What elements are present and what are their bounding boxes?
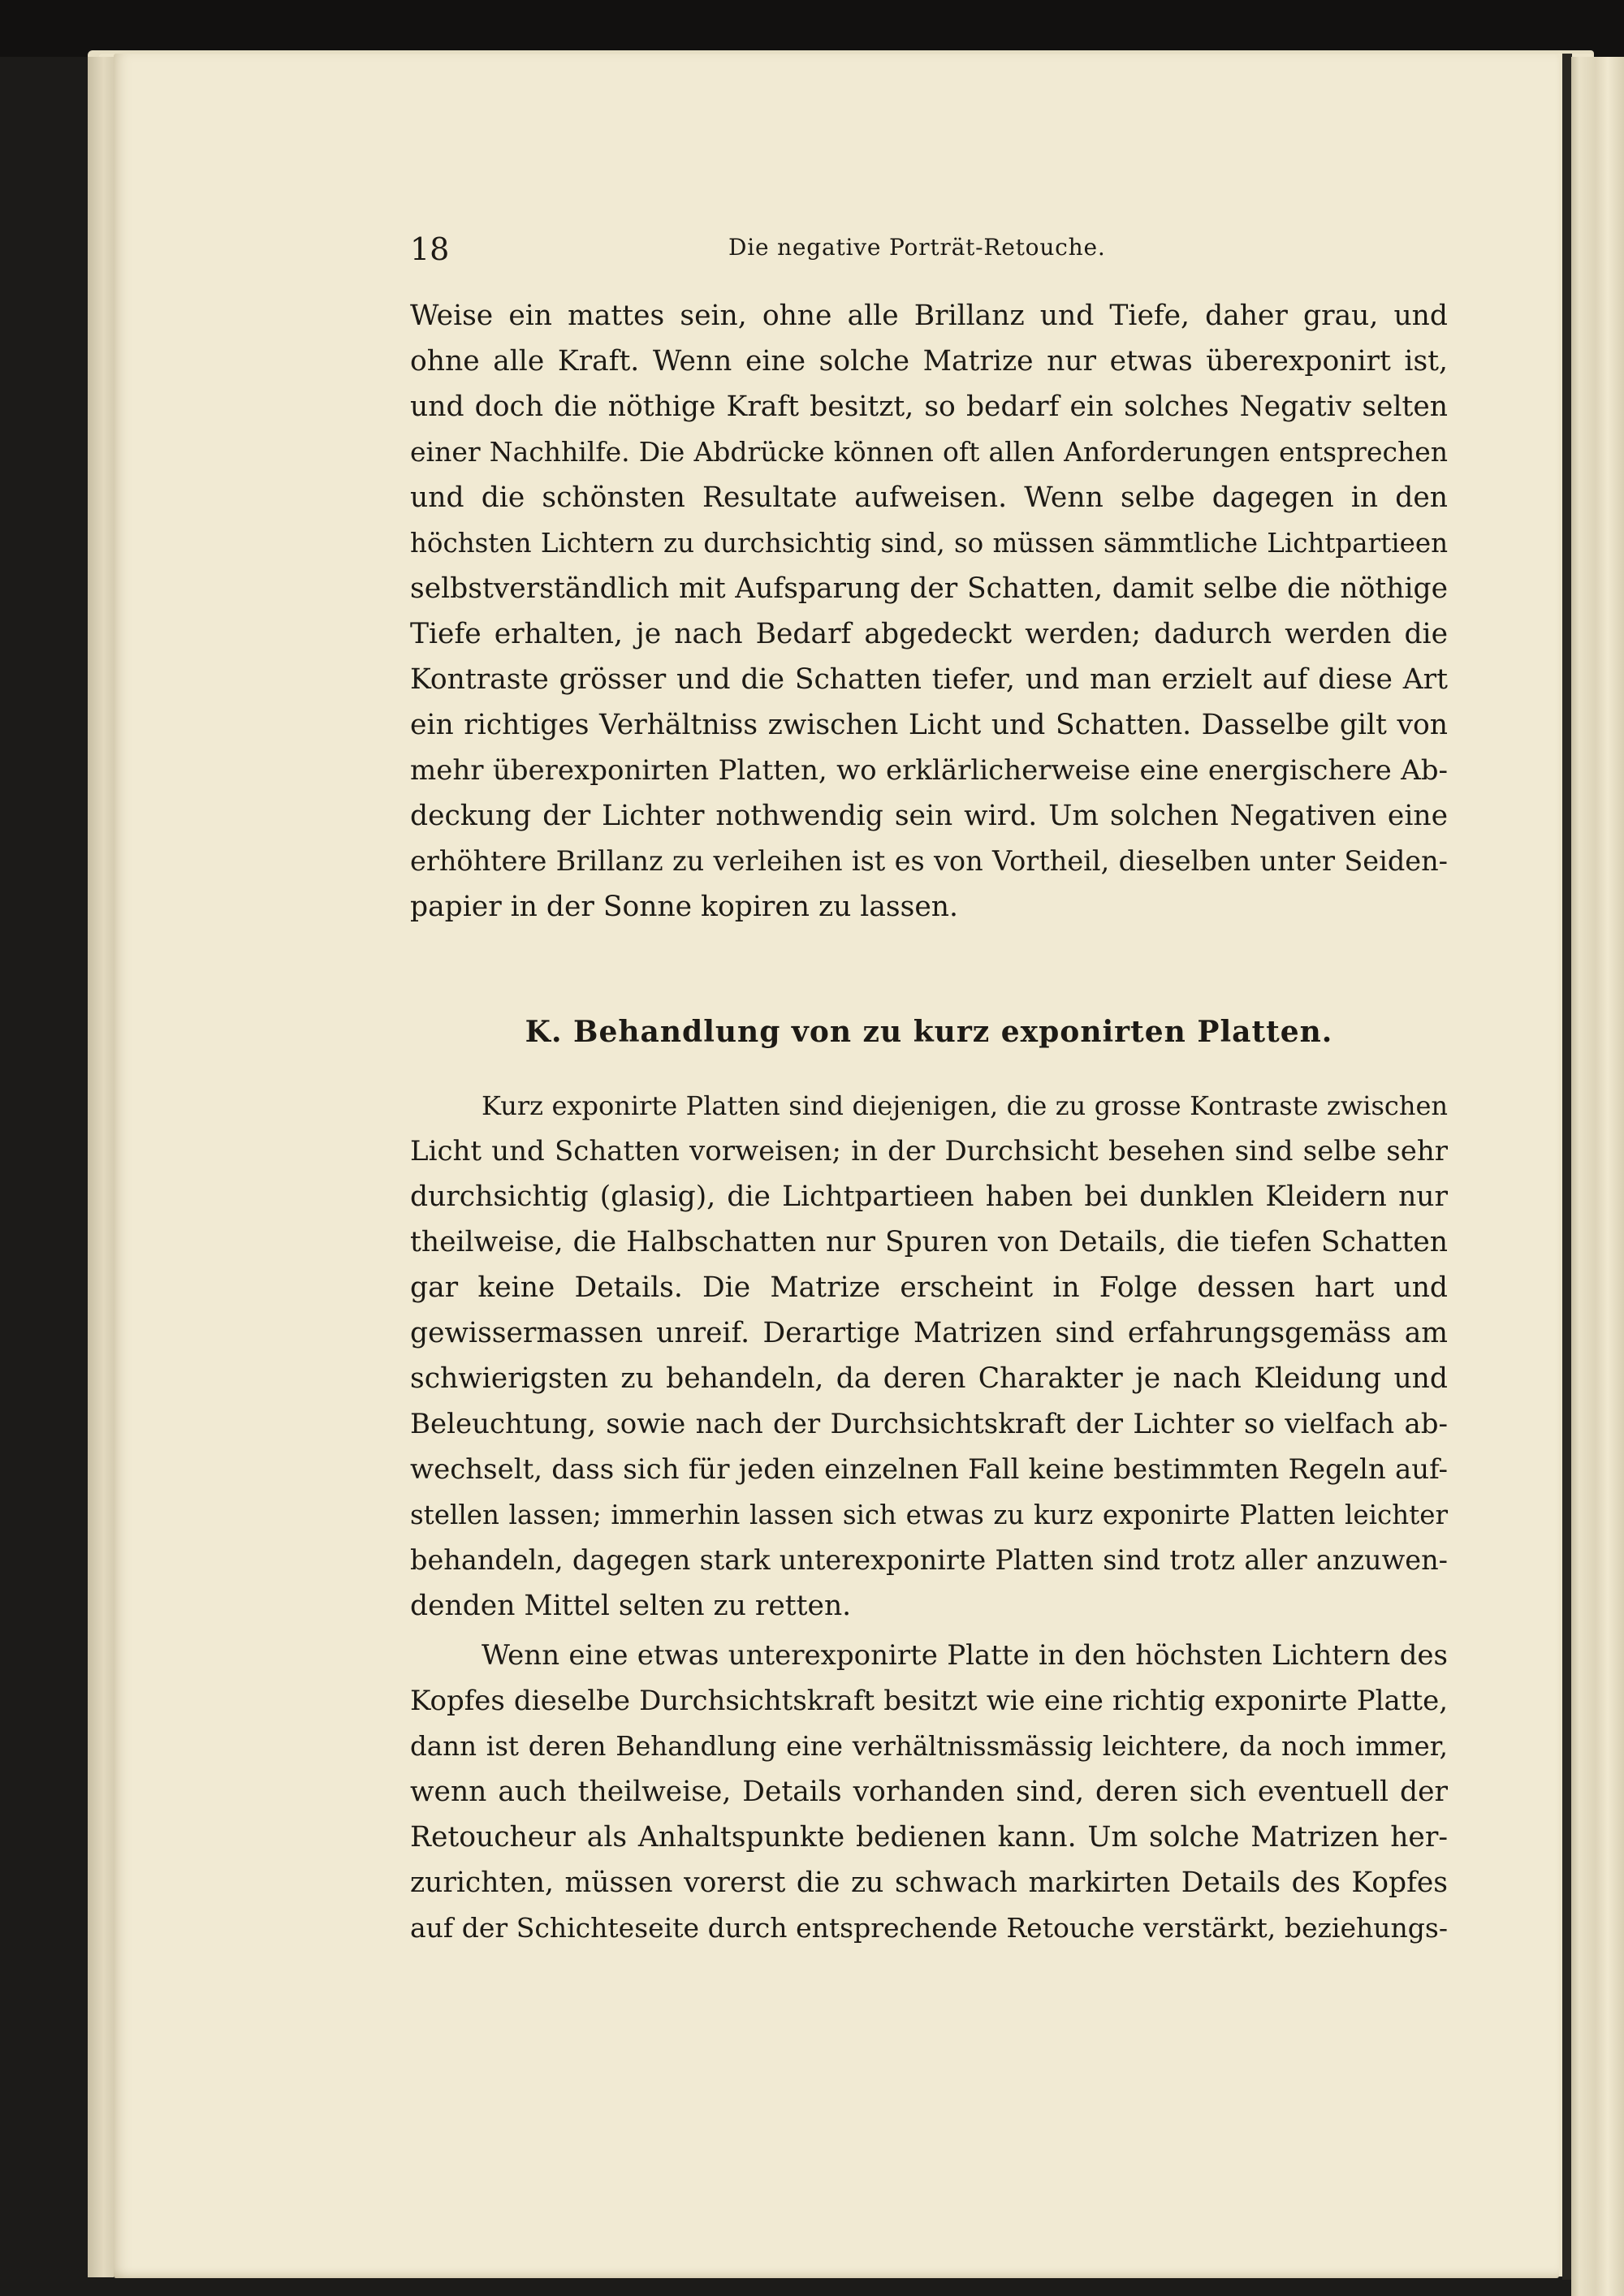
text-line: Retoucheur als Anhaltspunkte bedienen kann. Um solche Matrizen her- [410, 1821, 1448, 1854]
text-line: ein richtiges Verhältniss zwischen Licht und Schatten. Dasselbe gilt von [410, 709, 1448, 741]
section-heading: K. Behandlung von zu kurz exponirten Platten. [525, 1015, 1333, 1049]
running-header [410, 231, 1448, 272]
page-number: 18 [410, 231, 450, 267]
scan-backdrop [0, 0, 1624, 57]
text-line: gewissermassen unreif. Derartige Matrizen sind erfahrungsgemäss am [410, 1317, 1448, 1349]
text-line: erhöhtere Brillanz zu verleihen ist es von Vortheil, dieselben unter Seiden- [410, 845, 1448, 877]
text-line: Kopfes dieselbe Durchsichtskraft besitzt wie eine richtig exponirte Platte, [410, 1685, 1448, 1717]
text-line: mehr überexponirten Platten, wo erklärlicherweise eine energischere Ab- [410, 754, 1448, 787]
text-line: wechselt, dass sich für jeden einzelnen Fall keine bestimmten Regeln auf- [410, 1453, 1448, 1486]
text-line: wenn auch theilweise, Details vorhanden sind, deren sich eventuell der [410, 1776, 1448, 1808]
text-line: denden Mittel selten zu retten. [410, 1590, 852, 1622]
text-line: durchsichtig (glasig), die Lichtpartieen haben bei dunklen Kleidern nur [410, 1180, 1448, 1213]
text-line: ohne alle Kraft. Wenn eine solche Matrize nur etwas überexponirt ist, [410, 345, 1448, 378]
text-line: deckung der Lichter nothwendig sein wird. Um solchen Negativen eine [410, 800, 1448, 832]
text-line: Wenn eine etwas unterexponirte Platte in den höchsten Lichtern des [482, 1639, 1448, 1672]
text-line: und die schönsten Resultate aufweisen. Wenn selbe dagegen in den [410, 481, 1448, 514]
text-line: Kurz exponirte Platten sind diejenigen, die zu grosse Kontraste zwischen [482, 1090, 1448, 1121]
text-line: stellen lassen; immerhin lassen sich etwas zu kurz exponirte Platten leichter [410, 1500, 1448, 1530]
text-line: zurichten, müssen vorerst die zu schwach markirten Details des Kopfes [410, 1867, 1448, 1899]
next-page-edge [1571, 57, 1624, 2296]
text-line: schwierigsten zu behandeln, da deren Charakter je nach Kleidung und [410, 1362, 1448, 1395]
text-line: und doch die nöthige Kraft besitzt, so bedarf ein solches Negativ selten [410, 391, 1448, 423]
text-line: behandeln, dagegen stark unterexponirte Platten sind trotz aller anzuwen- [410, 1544, 1448, 1576]
text-line: theilweise, die Halbschatten nur Spuren von Details, die tiefen Schatten [410, 1226, 1448, 1258]
text-line: Weise ein mattes sein, ohne alle Brillanz und Tiefe, daher grau, und [410, 300, 1448, 332]
text-line: dann ist deren Behandlung eine verhältnissmässig leichtere, da noch immer, [410, 1731, 1448, 1762]
text-line: Tiefe erhalten, je nach Bedarf abgedeckt werden; dadurch werden die [410, 618, 1448, 650]
text-line: Licht und Schatten vorweisen; in der Durchsicht besehen sind selbe sehr [410, 1135, 1448, 1167]
text-line: gar keine Details. Die Matrize erscheint in Folge dessen hart und [410, 1271, 1448, 1304]
text-line: Beleuchtung, sowie nach der Durchsichtskraft der Lichter so vielfach ab- [410, 1408, 1448, 1440]
text-line: papier in der Sonne kopiren zu lassen. [410, 891, 958, 923]
text-line: einer Nachhilfe. Die Abdrücke können oft allen Anforderungen entsprechen [410, 436, 1448, 468]
text-line: Kontraste grösser und die Schatten tiefer, und man erzielt auf diese Art [410, 663, 1448, 696]
binding-edge [88, 57, 114, 2277]
text-line: selbstverständlich mit Aufsparung der Schatten, damit selbe die nöthige [410, 572, 1448, 605]
running-title: Die negative Porträt-Retouche. [728, 234, 1106, 261]
text-line: auf der Schichteseite durch entsprechende Retouche verstärkt, beziehungs- [410, 1912, 1448, 1944]
text-line: höchsten Lichtern zu durchsichtig sind, so müssen sämmtliche Lichtpartieen [410, 528, 1448, 559]
